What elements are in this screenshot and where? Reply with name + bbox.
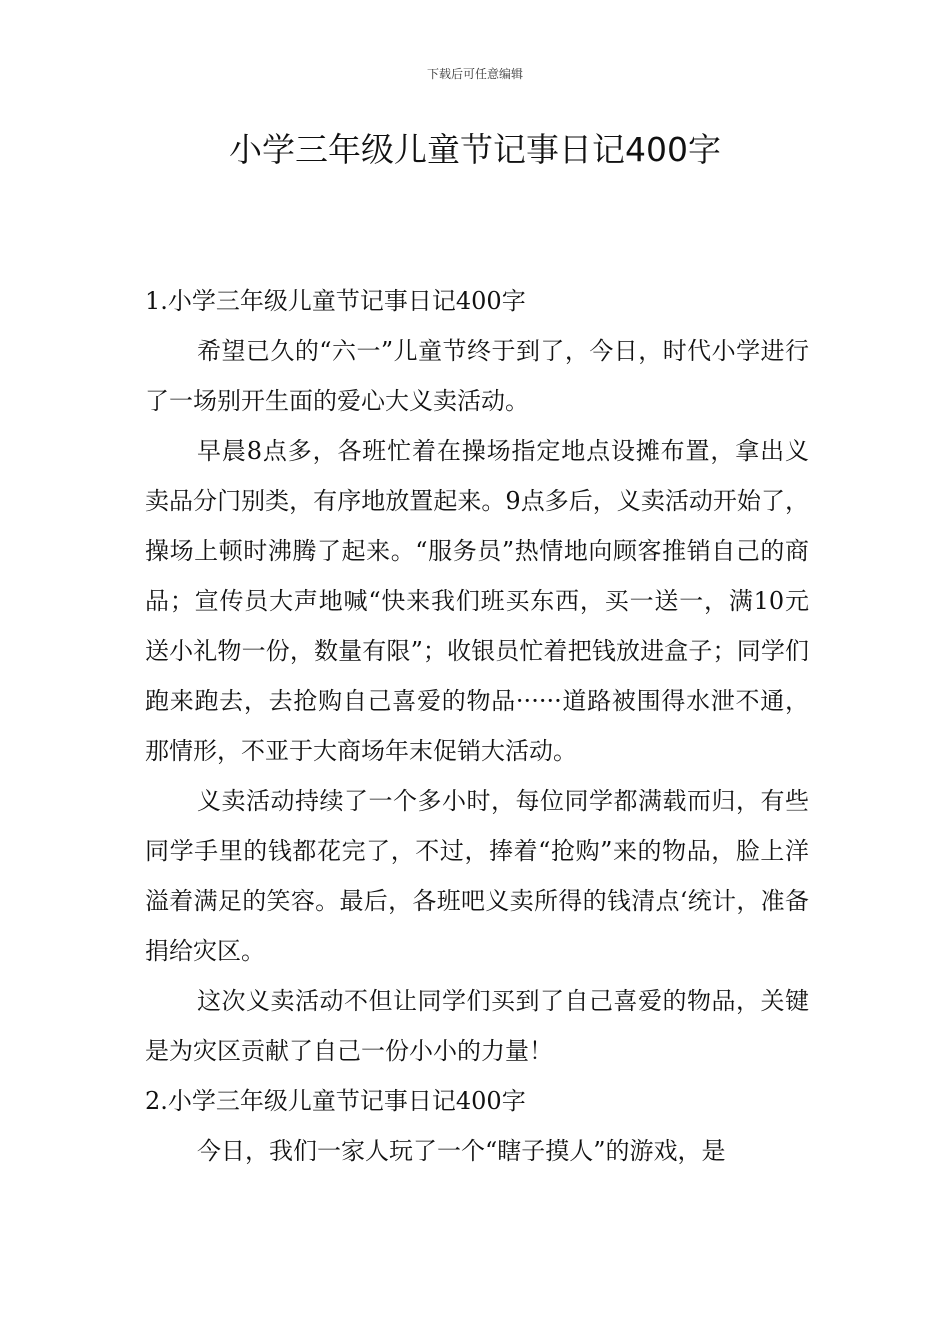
- section-1-paragraph-3: 义卖活动持续了一个多小时，每位同学都满载而归，有些同学手里的钱都花完了，不过，捧着“抢购”来的物品，脸上洋溢着满足的笑容。最后，各班吧义卖所得的钱清点‘统计，准备捐给灾区。: [145, 787, 809, 965]
- section-1-heading: 1.小学三年级儿童节记事日记400字: [145, 287, 526, 315]
- section-1-paragraph-1: 希望已久的“六一”儿童节终于到了，今日，时代小学进行了一场别开生面的爱心大义卖活动。: [145, 337, 809, 415]
- section-1-paragraph-2: 早晨8点多，各班忙着在操场指定地点设摊布置，拿出义卖品分门别类，有序地放置起来。9点多后，义卖活动开始了，操场上顿时沸腾了起来。“服务员”热情地向顾客推销自己的商品；宣传员大声地喊“快来我们班买东西，买一送一，满10元送小礼物一份，数量有限”；收银员忙着把钱放进盒子；同学们跑来跑去，去抢购自己喜爱的物品······道路被围得水泄不通，那情形，不亚于大商场年末促销大活动。: [145, 437, 809, 765]
- section-2-heading: 2.小学三年级儿童节记事日记400字: [145, 1087, 526, 1115]
- header-note: 下载后可任意编辑: [426, 67, 523, 81]
- section-1-paragraph-4: 这次义卖活动不但让同学们买到了自己喜爱的物品，关键是为灾区贡献了自己一份小小的力量！: [145, 987, 809, 1065]
- document-title: 小学三年级儿童节记事日记400字: [229, 130, 721, 169]
- document-body: [145, 276, 809, 1176]
- section-2-paragraph-1: 今日，我们一家人玩了一个“瞎子摸人”的游戏，是: [197, 1137, 726, 1165]
